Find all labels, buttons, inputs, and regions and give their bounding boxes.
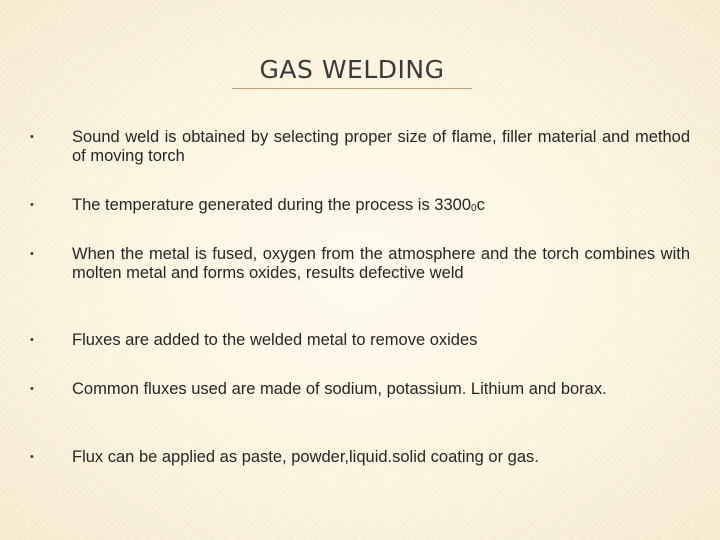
bullet-marker: • bbox=[30, 451, 34, 463]
bullet-item bbox=[30, 196, 690, 217]
bullet-text: Fluxes are added to the welded metal to remove oxides bbox=[72, 331, 478, 349]
bullet-text: Common fluxes used are made of sodium, potassium. Lithium and borax. bbox=[72, 380, 607, 398]
bullet-marker: • bbox=[30, 199, 34, 211]
bullet-text: When the metal is fused, oxygen from the atmosphere and the torch combines with molten metal and forms oxides, results defective weld bbox=[72, 245, 690, 282]
bullet-item bbox=[30, 245, 690, 283]
temperature-text: The temperature generated during the process is 3300 bbox=[72, 196, 471, 214]
bullet-item bbox=[30, 128, 690, 166]
degree-superscript: 0 bbox=[471, 203, 477, 214]
slide-title: GAS WELDING bbox=[259, 55, 445, 84]
bullet-text: Sound weld is obtained by selecting proper size of flame, filler material and method of moving torch bbox=[72, 128, 690, 165]
bullet-marker: • bbox=[30, 248, 34, 260]
bullet-marker: • bbox=[30, 131, 34, 143]
bullet-marker: • bbox=[30, 334, 34, 346]
bullet-text: Flux can be applied as paste, powder,liquid.solid coating or gas. bbox=[72, 448, 539, 466]
bullet-text bbox=[72, 196, 690, 217]
bullet-marker: • bbox=[30, 383, 34, 395]
bullet-item bbox=[30, 380, 690, 399]
bullet-item bbox=[30, 331, 690, 350]
temperature-unit: c bbox=[476, 196, 485, 214]
bullet-item bbox=[30, 448, 690, 467]
